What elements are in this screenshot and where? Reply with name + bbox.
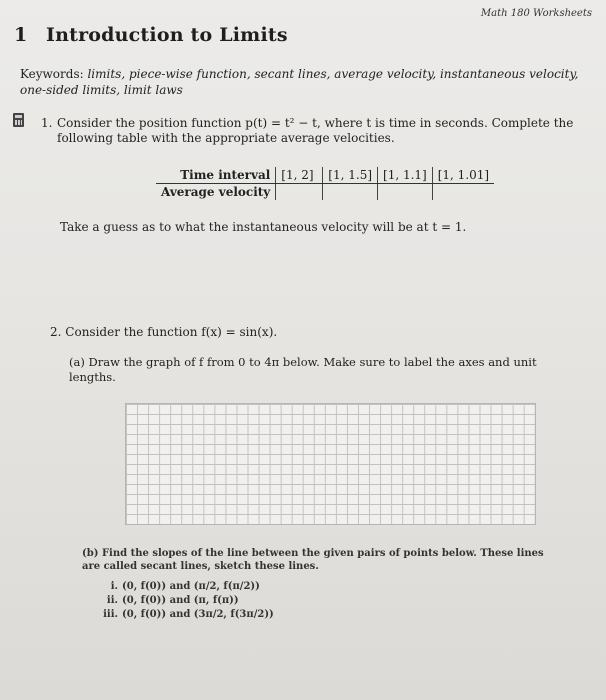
problem-2b [82, 547, 562, 573]
graph-grid[interactable] [125, 403, 536, 525]
section-title [14, 24, 288, 46]
interval-cell: [1, 1.5] [323, 167, 378, 184]
problem-1 [41, 116, 586, 146]
list-item [100, 608, 274, 622]
list-item-number: ii. [106, 595, 118, 606]
list-item-text: (0, f(0)) and (π, f(π)) [122, 595, 239, 606]
time-interval-header: Time interval [156, 167, 276, 184]
list-item-text: (0, f(0)) and (3π/2, f(3π/2)) [122, 609, 274, 620]
list-item [100, 580, 274, 594]
table-row [156, 184, 494, 201]
instantaneous-guess-prompt: Take a guess as to what the instantaneous velocity will be at t = 1. [60, 220, 467, 234]
secant-pairs-list [100, 580, 274, 622]
keywords-list: limits, piece-wise function, secant lines, average velocity, instantaneous velocity, one-sided limits, limit laws [20, 67, 579, 97]
problem-2-number: 2. [50, 325, 62, 339]
list-item-number: iii. [103, 609, 118, 620]
problem-2 [50, 325, 277, 339]
problem-1-line1: Consider the position function p(t) = t² − t, where t is time in seconds. Complete the [57, 116, 574, 130]
interval-cell: [1, 1.1] [378, 167, 433, 184]
list-item [100, 594, 274, 608]
part-a-text: Draw the graph of f from 0 to 4π below. Make sure to label the axes and unit lengths. [69, 355, 537, 384]
calculator-icon [13, 113, 24, 127]
interval-cell: [1, 2] [276, 167, 323, 184]
part-b-label: (b) [82, 548, 99, 559]
keywords-label: Keywords: [20, 67, 84, 81]
part-a-label: (a) [69, 355, 85, 369]
average-velocity-header: Average velocity [156, 184, 276, 201]
list-item-text: (0, f(0)) and (π/2, f(π/2)) [122, 581, 260, 592]
table-row [156, 167, 494, 184]
velocity-answer-cell[interactable] [378, 184, 433, 201]
part-b-text: Find the slopes of the line between the given pairs of points below. These lines are called secant lines, sketch these lines. [82, 548, 544, 572]
velocity-answer-cell[interactable] [276, 184, 323, 201]
velocity-answer-cell[interactable] [432, 184, 494, 201]
interval-cell: [1, 1.01] [432, 167, 494, 184]
velocity-answer-cell[interactable] [323, 184, 378, 201]
course-header: Math 180 Worksheets [480, 8, 592, 19]
list-item-number: i. [110, 581, 118, 592]
section-number: 1 [14, 24, 28, 46]
problem-2a [69, 355, 574, 385]
velocity-table [156, 167, 494, 200]
problem-1-number: 1. [41, 116, 53, 130]
keywords-paragraph [20, 66, 595, 98]
problem-1-line2: following table with the appropriate average velocities. [57, 131, 395, 145]
section-title-text: Introduction to Limits [46, 24, 288, 46]
problem-2-text: Consider the function f(x) = sin(x). [65, 325, 278, 339]
